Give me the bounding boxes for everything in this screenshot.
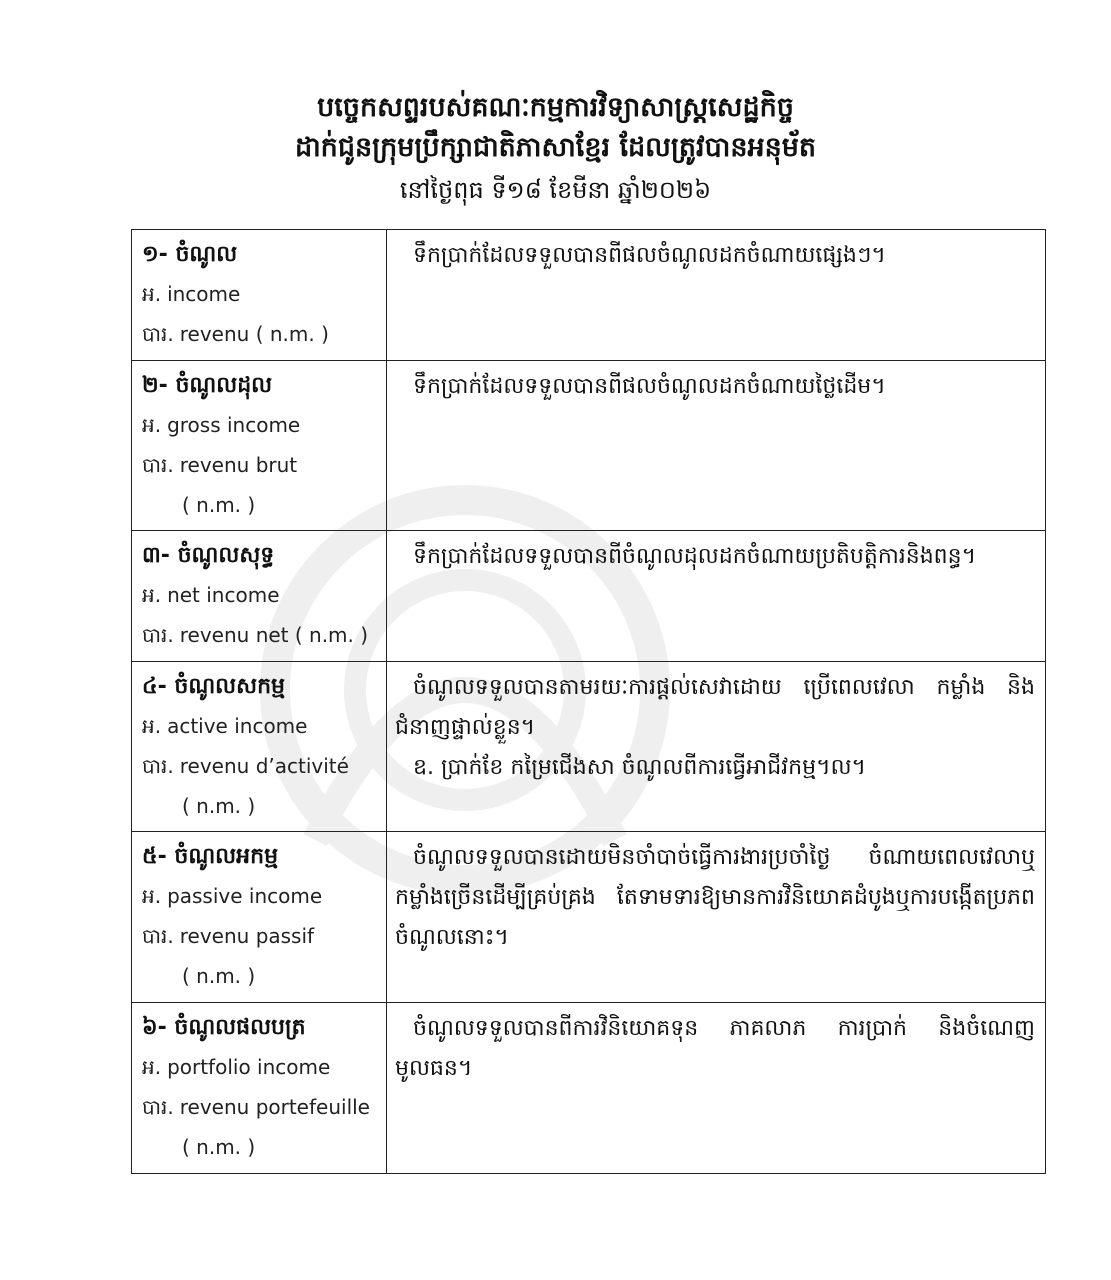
term-names-cell [132, 230, 387, 361]
english-tag: អ. [142, 583, 162, 607]
french-term-value: revenu brut [179, 453, 298, 477]
term-title: ៦- ចំណូលផលបត្រ [142, 1015, 306, 1040]
term-names-cell [132, 361, 387, 531]
french-term [142, 445, 386, 485]
english-tag: អ. [142, 413, 162, 437]
definition-text: ចំណូលទទួលបានដោយមិនចាំបាច់ធ្វើការងារប្រចាំថ្ងៃ ចំណាយពេលវេលាឬកម្លាំងច្រើនដើម្បីគ្រប់គ្រង តែទាមទារឱ្យមានការវិនិយោគដំបូងឬការបង្កើតប្រភពចំណូលនោះ។ [395, 845, 1035, 950]
french-term-value: revenu passif [179, 924, 315, 948]
definition-text: ទឹកប្រាក់ដែលទទួលបានពីចំណូលដុលដកចំណាយប្រតិបត្តិការនិងពន្ធ។ [413, 544, 977, 569]
french-tag: បារ. [142, 322, 174, 346]
english-tag: អ. [142, 714, 162, 738]
english-tag: អ. [142, 884, 162, 908]
english-term [142, 274, 386, 314]
term-row [132, 230, 1046, 361]
term-definition-cell [387, 531, 1046, 662]
term-definition-cell [387, 832, 1046, 1003]
french-term-gender: ( n.m. ) [182, 1135, 256, 1159]
french-term-value: revenu d’activité [179, 754, 349, 778]
french-term-gender: ( n.m. ) [182, 964, 256, 988]
english-term-value: income [167, 282, 241, 306]
french-tag: បារ. [142, 623, 174, 647]
term-row [132, 361, 1046, 531]
french-term [142, 746, 386, 786]
term-definition-cell [387, 1003, 1046, 1174]
english-tag: អ. [142, 1055, 162, 1079]
english-term [142, 405, 386, 445]
terms-table [131, 229, 1046, 1174]
header-date: នៅថ្ងៃពុធ ទី១៨ ខែមីនា ឆ្នាំ២០២៦ [399, 176, 712, 204]
header-title-line-1: បច្ចេកសព្ទរបស់គណៈកម្មការវិទ្យាសាស្ត្រសេដ្ឋកិច្ច [317, 92, 794, 123]
definition-text: ចំណូលទទួលបានតាមរយៈការផ្ដល់សេវាដោយ ប្រើពេលវេលា កម្លាំង និងជំនាញផ្ទាល់ខ្លួន។ [395, 675, 1035, 740]
term-row [132, 662, 1046, 832]
french-term [142, 1087, 386, 1127]
term-title: ៥- ចំណូលអកម្ម [142, 844, 279, 869]
term-names-cell [132, 832, 387, 1003]
english-term [142, 575, 386, 615]
term-title: ២- ចំណូលដុល [142, 373, 273, 398]
definition-text: ទឹកប្រាក់ដែលទទួលបានពីផលចំណូលដកចំណាយផ្សេងៗ។ [413, 243, 886, 268]
english-term-value: portfolio income [167, 1055, 331, 1079]
term-names-cell [132, 531, 387, 662]
english-term-value: net income [167, 583, 280, 607]
french-tag: បារ. [142, 1095, 174, 1119]
definition-text: ចំណូលទទួលបានពីការវិនិយោគទុន ភាគលាភ ការប្រាក់ និងចំណេញមូលធន។ [395, 1016, 1035, 1081]
english-term [142, 706, 386, 746]
term-title: ១- ចំណូល [142, 242, 238, 267]
english-term-value: gross income [167, 413, 301, 437]
header-title-line-2: ដាក់ជូនក្រុមប្រឹក្សាជាតិភាសាខ្មែរ ដែលត្រូវបានអនុម័ត [294, 132, 817, 163]
english-tag: អ. [142, 282, 162, 306]
french-term-value: revenu portefeuille [179, 1095, 370, 1119]
french-tag: បារ. [142, 754, 174, 778]
term-title: ៣- ចំណូលសុទ្ធ [142, 543, 275, 568]
term-names-cell [132, 662, 387, 832]
definition-text: ទឹកប្រាក់ដែលទទួលបានពីផលចំណូលដកចំណាយថ្លៃដើម។ [413, 374, 886, 399]
english-term-value: active income [167, 714, 308, 738]
term-definition-cell [387, 662, 1046, 832]
french-term [142, 916, 386, 956]
term-definition-cell [387, 230, 1046, 361]
document-header [0, 88, 1111, 210]
english-term [142, 876, 386, 916]
french-term [142, 615, 386, 655]
term-row [132, 832, 1046, 1003]
french-tag: បារ. [142, 924, 174, 948]
english-term-value: passive income [167, 884, 323, 908]
french-term-value: revenu net ( n.m. ) [179, 623, 369, 647]
term-row [132, 531, 1046, 662]
french-term-gender: ( n.m. ) [182, 493, 256, 517]
english-term [142, 1047, 386, 1087]
term-names-cell [132, 1003, 387, 1174]
french-tag: បារ. [142, 453, 174, 477]
french-term [142, 314, 386, 354]
term-row [132, 1003, 1046, 1174]
french-term-gender: ( n.m. ) [182, 794, 256, 818]
french-term-value: revenu ( n.m. ) [179, 322, 329, 346]
definition-example: ឧ. ប្រាក់ខែ កម្រៃជើងសា ចំណូលពីការធ្វើអាជីវកម្ម។ល។ [413, 755, 867, 780]
term-title: ៤- ចំណូលសកម្ម [142, 674, 286, 699]
term-definition-cell [387, 361, 1046, 531]
